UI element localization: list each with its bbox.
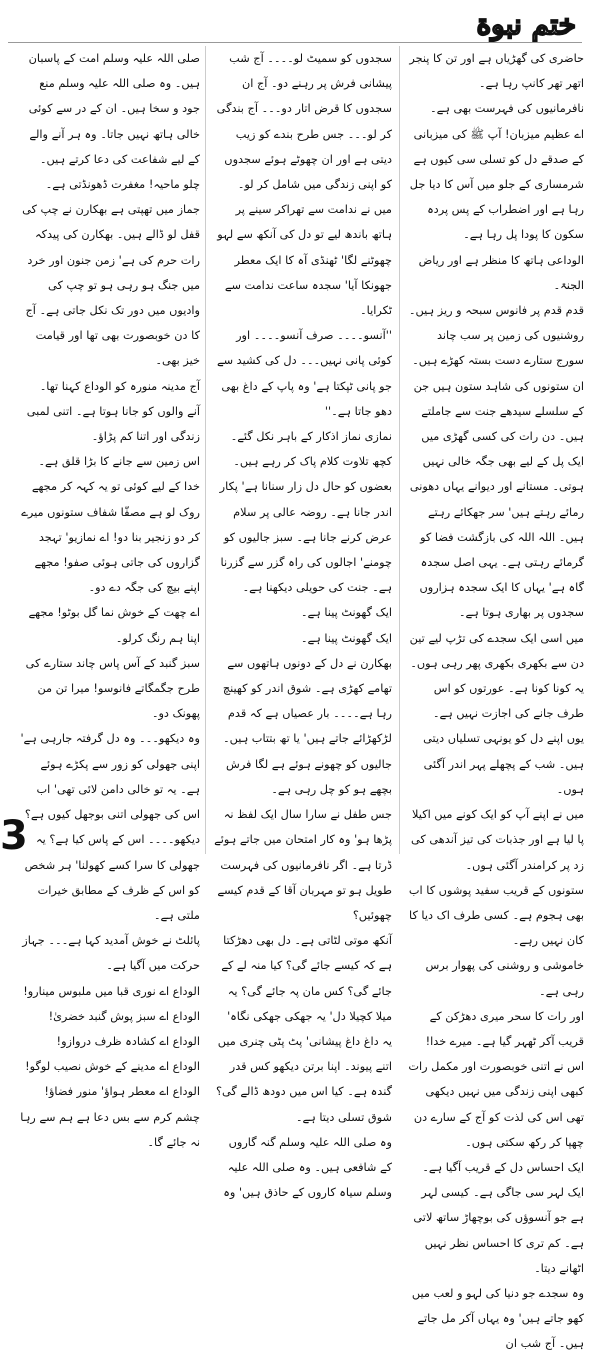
paragraph: وہ سجدے جو دنیا کی لہو و لعب میں کھو جاتے ہیں' وہ یہاں آکر مل جاتے ہیں۔ آج شب ان [411,1286,584,1351]
paragraph: اے عظیم میزبان! آپ ﷺ کی میزبانی کے صدقے دل کو تسلی سی کیوں ہے شرمساری کے جلو میں آس کا دیا جل رہا ہے اور اضطراب کے پس پردہ سکون کا پودا پل رہا ہے۔ [409,127,584,242]
paragraph: اے چھت کے خوش نما گل بوٹو! مجھے اپنا ہم رنگ کرلو۔ [28,606,200,645]
paragraph: ستونوں کے قریب سفید پوشوں کا اب بھی ہجوم ہے۔ کسی طرف اک دیا کا کان نہیں رہے۔ [408,883,584,948]
paragraph: نافرمانیوں کی فہرست بھی ہے۔ [430,102,584,116]
paragraph: الوداعی ہاتھ کا منظر ہے اور ریاض الجنۃ۔ [418,253,584,292]
paragraph: الوداع اے مدینے کے خوش نصیب لوگو! [25,1060,200,1074]
paragraph: میں اسی ایک سجدے کی تڑپ لیے تین دن سے بکھری بکھری پھر رہی ہوں۔ یہ کونا کونا ہے۔ عورتوں کو اس طرف جانے کی اجازت نہیں ہے۔ [409,631,584,721]
column-left [18,46,200,1149]
paragraph: ایک گھونٹ پینا ہے۔ [300,606,392,620]
paragraph: آج مدینہ منورہ کو الوداع کہنا تھا۔ [39,379,200,393]
paragraph: الوداع اے معطر ہواؤ' منور فضاؤ! [44,1085,200,1099]
paragraph: ''آنسو۔۔۔۔ صرف آنسو۔۔۔۔ اور کوئی پانی نہیں۔۔۔ دل کی کشید سے جو پانی ٹپکتا ہے' وہ پاپ کے داغ بھی دھو جاتا ہے۔'' [216,329,392,418]
paragraph: آنے والوں کو جانا ہوتا ہے۔ اتنی لمبی زندگی اور اتنا کم پڑاؤ۔ [26,404,200,444]
paragraph: وہ صلی اللہ علیہ وسلم گنہ گاروں کے شافعی ہیں۔ وہ صلی اللہ علیہ وسلم سیاہ کاروں کے حاذق ہیں' وہ [223,1135,392,1200]
paragraph: چلو ماحیہ! مغفرت ڈھونڈتی ہے۔ [45,178,200,192]
paragraph: آنکھ موتی لٹاتی ہے۔ دل بھی دھڑکتا ہے کہ کیسے جائے گی؟ کیا منہ لے کے جائے گی؟ کس مان پہ جائے گی؟ یہ میلا کچیلا دل' یہ جھکی جھکی نگاہ' یہ داغ داغ پیشانی' پٹ پٹی چنری میں اتنے پیوند۔ اپنا برتن دیکھو کس قدر گندہ ہے۔ کیا اس میں دودھ ڈالے گی؟ [216,934,392,1099]
paragraph: الوداع اے سبز پوش گنبد خضریٰ! [48,1009,200,1023]
paragraph: شوق تسلی دیتا ہے۔ [295,1110,392,1124]
paragraph: قدم قدم پر فانوس سبحہ و ریز ہیں۔ روشنیوں کی زمین پر سب چاند سورج ستارے دست بستہ کھڑے ہیں۔ ان ستونوں کی شاہد ستون ہیں جن کے سلسلے سیدھے جنت سے جاملتے ہیں۔ دن رات کی کسی گھڑی میں ایک پل کے لیے بھی جگہ خالی نہیں ہوتی۔ مستانے اور دیوانے یہاں دھونی رمائے رہتے ہیں' سر جھکائے رہتے ہیں۔ اللہ اللہ کی بازگشت فضا کو گرمائے رہتی ہے۔ یہی اصل سجدہ گاہ ہے' یہاں کا ایک سجدہ ہزاروں سجدوں پر بھاری ہوتا ہے۔ [408,304,584,620]
paragraph: وہ دیکھو۔۔۔ وہ دل گرفتہ جارہی ہے' اپنی جھولی کو زور سے پکڑے ہوئے ہے۔ یہ تو خالی دامن لائی تھی' اب اس کی جھولی اتنی بوجھل کیوں ہے؟ دیکھو۔۔۔۔ اس کے پاس کیا ہے؟ یہ جھولی کا سرا کسے کھولنا' ہر شخص کو اس کے ظرف کے مطابق خیرات ملتی ہے۔ [20,732,200,922]
paragraph: بھکارن نے دل کے دونوں ہاتھوں سے تھامے کھڑی ہے۔ شوق اندر کو کھینچ رہا ہے۔۔۔۔ بار عصیاں ہے کہ قدم لڑکھڑائے جاتے ہیں' یا تھ بتتاب ہیں۔ جالیوں کو چھونے ہوئے ہے لگا فرش بچھے ہو کو چل رہی ہے۔ [222,656,392,796]
paragraph: سبز گنبد کے آس پاس چاند ستارے کی طرح جگمگاتے فانوسو! میرا تن من پھونک دو۔ [25,656,200,721]
magazine-title: ختم نبوة [476,8,576,41]
column-right [406,46,584,1351]
column-divider [205,46,206,854]
paragraph: یوں اپنے دل کو یونہی تسلیاں دیتی ہیں۔ شب کے پچھلے پہر اندر آگئی ہوں۔ [423,732,584,796]
paragraph: میں نے ندامت سے تھراکر سینے پر ہاتھ باندھ لیے تو دل کی آنکھ سے لہو چھوٹنے لگا' ٹھنڈی آہ کا ایک معطر جھونکا آیا' سجدہ ساعت ندامت سے ٹکرایا۔ [217,203,392,318]
paragraph: جس طفل نے سارا سال ایک لفظ نہ پڑھا ہو' وہ کار امتحان میں جاتے ہوئے ڈرتا ہے۔ اگر نافرمانیوں کی فہرست طویل ہو تو مہربان آقا کے قدم کیسے چھوئیں؟ [214,808,392,922]
paragraph: ایک احساس دل کے قریب آگیا ہے۔ ایک لہر سی جاگی ہے۔ کیسی لہر ہے جو آنسوؤں کی بوچھاڑ ساتھ لاتی ہے۔ کم تری کا احساس نظر نہیں اٹھانے دیتا۔ [413,1160,584,1275]
paragraph: پائلٹ نے خوش آمدید کہا ہے۔۔۔ جہاز حرکت میں آگیا ہے۔ [22,934,200,973]
paragraph: سجدوں کو سمیٹ لو۔۔۔۔ آج شب پیشانی فرش پر رہنے دو۔ آج ان سجدوں کا قرض اتار دو۔۔۔ آج بندگی کر لو۔۔۔ جس طرح بندے کو زیب دیتی ہے اور ان چھوٹے ہوئے سجدوں کو اپنی زندگی میں شامل کر لو۔ [216,52,392,192]
paragraph: صلی اللہ علیہ وسلم امت کے پاسبان ہیں۔ وہ صلی اللہ علیہ وسلم منع جود و سخا ہیں۔ ان کے در سے کوئی خالی ہاتھ نہیں جاتا۔ وہ ہر آنے والے کے لیے شفاعت کی دعا کرتے ہیں۔ [28,52,200,166]
page-number: 3 [0,813,28,859]
paragraph: خاموشی و روشنی کی پھوار برس رہی ہے۔ [425,959,584,998]
paragraph: حاضری کی گھڑیاں ہے اور تن کا پنجر اتھر تھر کانپ رہا ہے۔ [409,52,584,91]
paragraph: چشم کرم سے بس دعا ہے ہم سے رہا نہ جائے گا۔ [20,1110,200,1149]
header-rule [8,42,582,43]
paragraph: اور رات کا سحر میری دھڑکن کے قریب آکر ٹھہر گیا ہے۔ میرے خدا! اس نے اتنی خوبصورت اور مکمل رات کبھی اپنی زندگی میں نہیں دیکھی تھی اس کی لذت کو آج کے سارے دن چھپا کر رکھ سکتی ہوں۔ [408,1009,584,1149]
column-middle [214,46,392,1200]
paragraph: جماز میں تھپتی ہے بھکارن نے چپ کی قفل لو ڈالے ہیں۔ بھکارن کی پیدکہ رات حرم کی ہے' زمن جنون اور خرد میں جنگ ہو رہی ہو تو چپ کی وادیوں میں دور تک نکل جاتی ہے۔ آج کا دن خوبصورت بھی تھا اور قیامت خیز بھی۔ [22,203,200,368]
column-divider [399,46,400,854]
paragraph: نمازی نماز اذکار کے باہر نکل گئے۔ کچھ تلاوت کلام پاک کر رہے ہیں۔ بعضوں کو حال دل زار سنانا ہے' پکار اندر جانا ہے۔ روضہ عالی پر سلام عرض کرنے جانا ہے۔ سبز جالیوں کو چومنے' اجالوں کی راہ گزر سے گزرنا ہے۔ جنت کی حویلی دیکھنا ہے۔ [219,430,392,595]
paragraph: اس زمین سے جانے کا بڑا قلق ہے۔ [38,455,200,469]
paragraph: الوداع اے کشادہ ظرف دروازو! [56,1034,200,1048]
paragraph: ایک گھونٹ پینا ہے۔ [300,631,392,645]
paragraph: میں نے اپنے آپ کو ایک کونے میں اکیلا پا لیا ہے اور جذبات کی تیز آندھی کی زد پر کرامندر آگئی ہوں۔ [411,808,584,872]
paragraph: الوداع اے نوری قبا میں ملبوس مینارو! [23,984,200,998]
paragraph: خدا کے لیے کوئی تو یہ کہہ کر مجھے روک لو ہے مصفّا شفاف ستونوں میرے کر دو زنجیر بنا دو! اے نمازیو' تہجد گزاروں کی جاتی ہوئی صفو! مجھے اپنے بیچ کی جگہ دے دو۔ [21,480,200,595]
